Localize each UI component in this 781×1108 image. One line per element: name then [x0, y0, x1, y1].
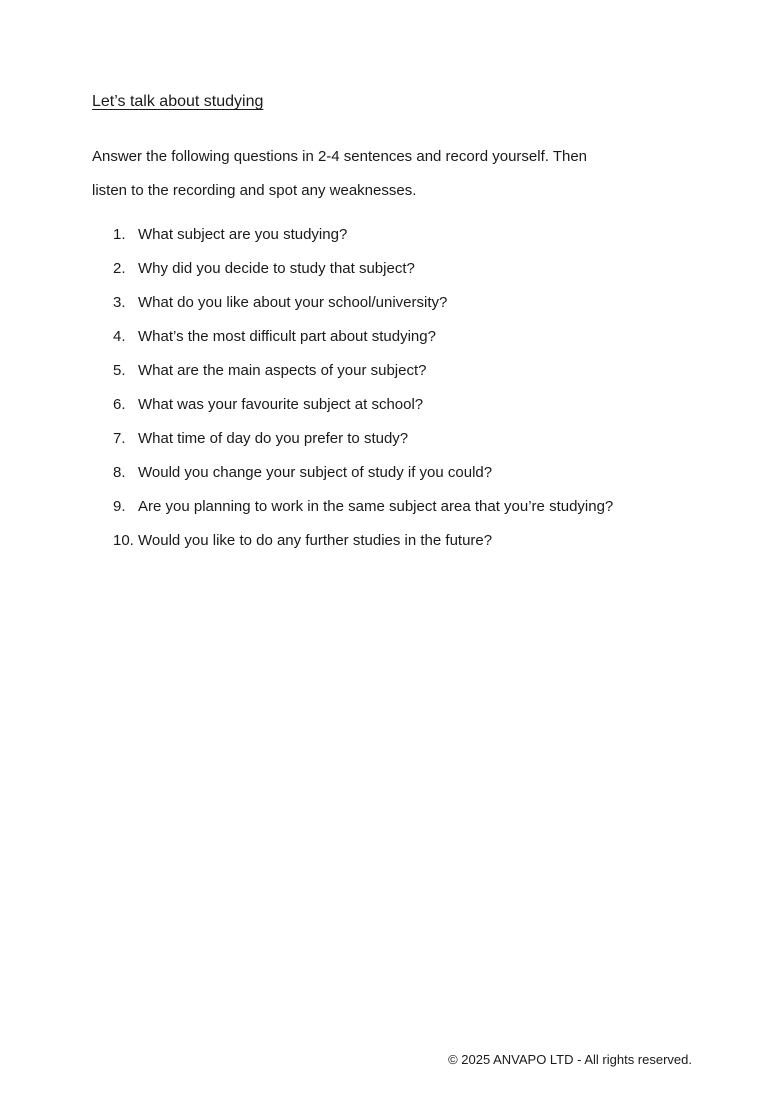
intro-line: listen to the recording and spot any weaknesses. [92, 182, 417, 199]
list-item [92, 320, 692, 354]
list-item-number: 7. [113, 430, 126, 447]
list-item [92, 218, 692, 252]
list-item-text: Are you planning to work in the same subject area that you’re studying? [138, 498, 614, 515]
page-title: Let’s talk about studying [92, 93, 264, 110]
list-item-text: Would you change your subject of study if you could? [138, 464, 493, 481]
list-item-number: 1. [113, 226, 126, 243]
list-item [92, 524, 692, 558]
list-item-number: 4. [113, 328, 126, 345]
list-item-text: What are the main aspects of your subject? [138, 362, 427, 379]
document-content [92, 0, 692, 558]
question-list [92, 218, 692, 558]
list-item-text: What subject are you studying? [138, 226, 348, 243]
intro-line: Answer the following questions in 2-4 sentences and record yourself. Then [92, 148, 588, 165]
list-item [92, 456, 692, 490]
intro-paragraph [92, 140, 692, 208]
list-item [92, 354, 692, 388]
list-item-text: What do you like about your school/university? [138, 294, 448, 311]
list-item-number: 8. [113, 464, 126, 481]
list-item-number: 5. [113, 362, 126, 379]
list-item [92, 252, 692, 286]
list-item-text: Why did you decide to study that subject? [138, 260, 415, 277]
list-item [92, 388, 692, 422]
list-item-number: 3. [113, 294, 126, 311]
list-item-text: What time of day do you prefer to study? [138, 430, 409, 447]
list-item [92, 422, 692, 456]
list-item [92, 286, 692, 320]
copyright-footer: © 2025 ANVAPO LTD - All rights reserved. [448, 1052, 692, 1067]
list-item-text: What’s the most difficult part about studying? [138, 328, 436, 345]
list-item-number: 10. [113, 532, 134, 549]
list-item-text: Would you like to do any further studies in the future? [138, 532, 493, 549]
list-item-text: What was your favourite subject at school? [138, 396, 424, 413]
list-item [92, 490, 692, 524]
list-item-number: 9. [113, 498, 126, 515]
list-item-number: 6. [113, 396, 126, 413]
list-item-number: 2. [113, 260, 126, 277]
